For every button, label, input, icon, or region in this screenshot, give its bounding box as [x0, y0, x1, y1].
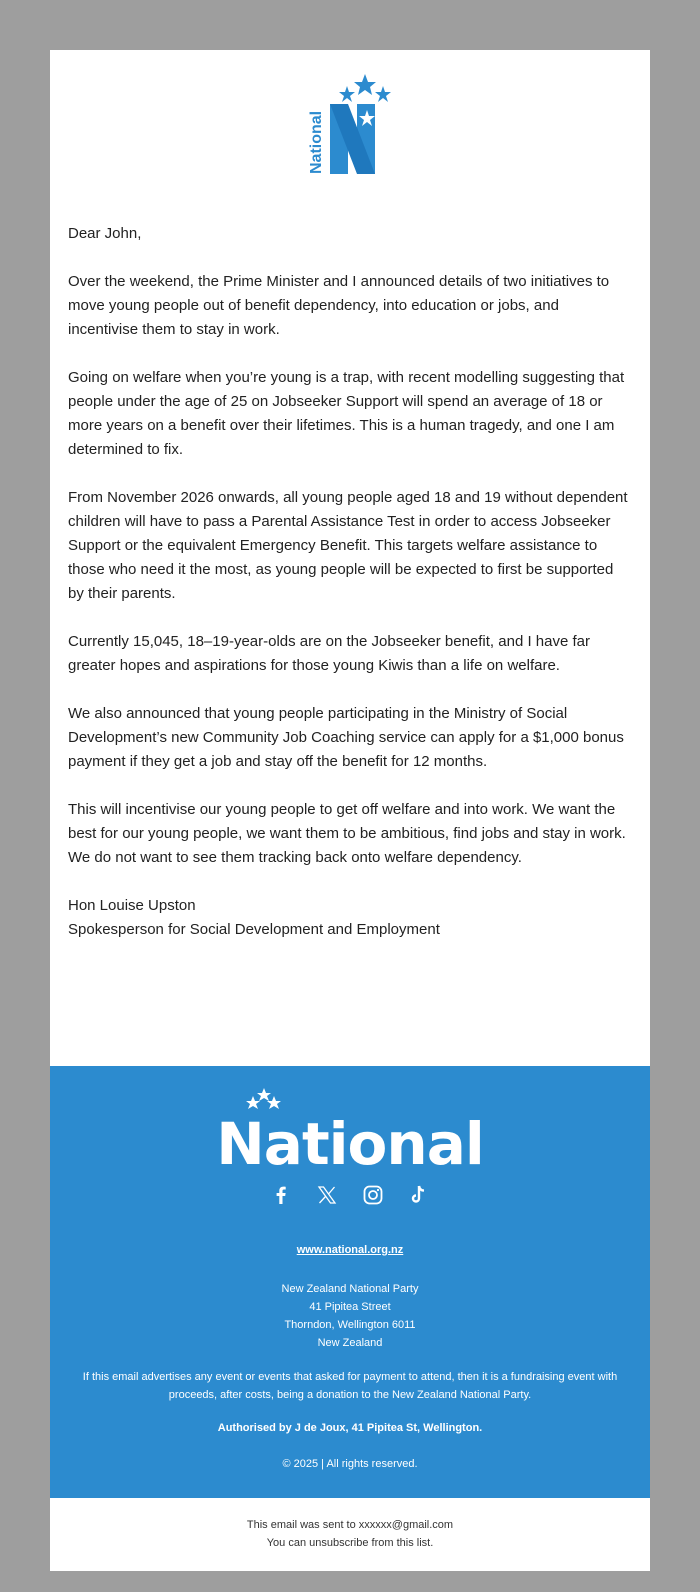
footer	[50, 1066, 650, 1498]
address-line: Thorndon, Wellington 6011	[284, 1319, 416, 1331]
x-icon[interactable]	[316, 1184, 338, 1206]
svg-text:National: National	[308, 110, 325, 174]
paragraph: This will incentivise our young people to get off welfare and into work. We want the best for our young people, we want them to be ambitious, find jobs and stay in work. We do not want to see them tracking back onto welfare dependency.	[68, 801, 626, 866]
address-line: New Zealand National Party	[281, 1283, 419, 1295]
paragraph: Going on welfare when you’re young is a trap, with recent modelling suggesting that people under the age of 25 on Jobseeker Support will spend an average of 18 or more years on a benefit over their lifetimes. This is a human tragedy, and one I am determined to fix.	[68, 369, 625, 458]
sent-to-text: This email was sent to xxxxxx@gmail.com	[246, 1519, 454, 1531]
signature-title: Spokesperson for Social Development and Employment	[68, 921, 440, 938]
national-logo	[50, 72, 650, 182]
email-meta	[50, 1516, 650, 1552]
signature-name: Hon Louise Upston	[68, 897, 196, 914]
social-links	[50, 1184, 650, 1206]
paragraph: We also announced that young people participating in the Ministry of Social Development’s new Community Job Coaching service can apply for a $1,000 bonus payment if they get a job and stay off the benefit for 12 months.	[68, 705, 624, 770]
paragraph: Currently 15,045, 18–19-year-olds are on the Jobseeker benefit, and I have far greater hopes and aspirations for those young Kiwis than a life on welfare.	[68, 633, 590, 674]
email-card	[50, 50, 650, 1571]
website-link[interactable]: www.national.org.nz	[296, 1244, 404, 1256]
letter-body	[68, 222, 632, 942]
address-line: 41 Pipitea Street	[309, 1301, 391, 1313]
brand-wordmark: National	[216, 1110, 484, 1178]
national-n-logo-icon	[295, 72, 405, 182]
unsubscribe-link[interactable]: You can unsubscribe from this list.	[266, 1537, 434, 1549]
facebook-icon[interactable]	[270, 1184, 292, 1206]
copyright: © 2025 | All rights reserved.	[282, 1458, 418, 1470]
paragraph: Over the weekend, the Prime Minister and I announced details of two initiatives to move young people out of benefit dependency, into education or jobs, and incentivise them to stay in work.	[68, 273, 610, 338]
tiktok-icon[interactable]	[408, 1184, 430, 1206]
instagram-icon[interactable]	[362, 1184, 384, 1206]
authorisation-statement: Authorised by J de Joux, 41 Pipitea St, Wellington.	[217, 1422, 483, 1434]
footer-logo	[50, 1086, 650, 1178]
greeting: Dear John,	[68, 225, 142, 242]
paragraph: From November 2026 onwards, all young people aged 18 and 19 without dependent children will have to pass a Parental Assistance Test in order to access Jobseeker Support or the equivalent Emergency Benefit. This targets welfare assistance to those who need it the most, as young people will be expected to first be supported by their parents.	[68, 489, 628, 602]
address-line: New Zealand	[317, 1337, 383, 1349]
fundraising-disclaimer: If this email advertises any event or events that asked for payment to attend, then it is a fundraising event with proceeds, after costs, being a donation to the New Zealand National Party.	[82, 1371, 618, 1401]
address	[50, 1280, 650, 1352]
